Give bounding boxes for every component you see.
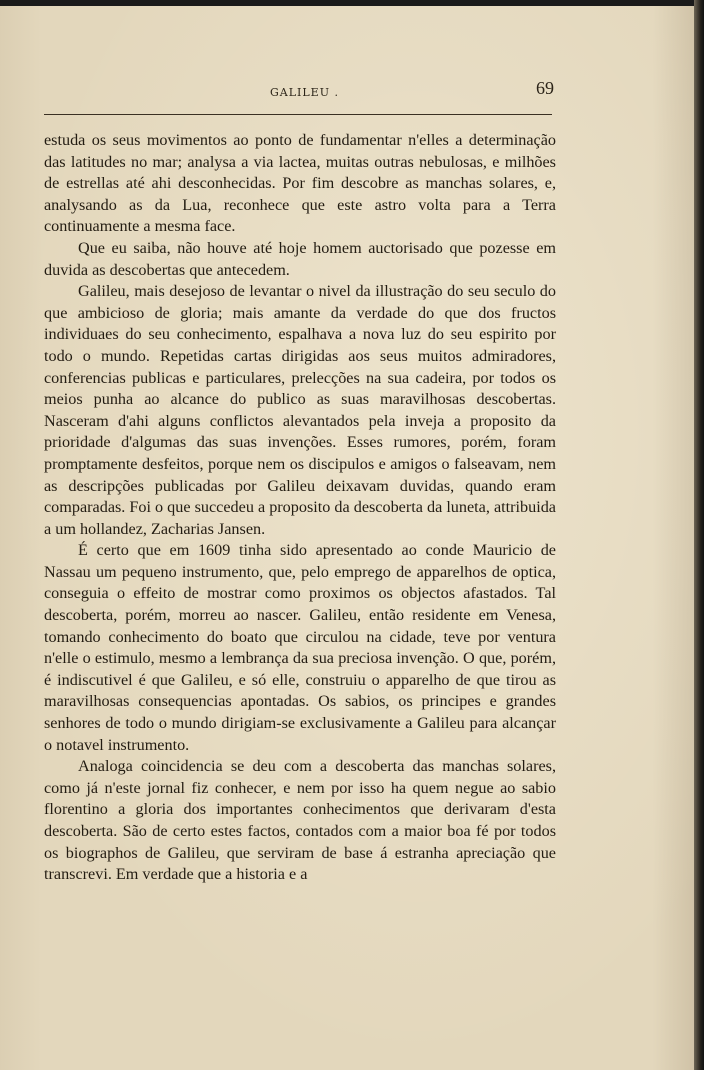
page-number: 69 [536,78,554,98]
running-head: GALILEU . [270,86,339,99]
paragraph: É certo que em 1609 tinha sido apresentado ao conde Mauricio de Nassau um pequeno instrumento, que, pelo emprego de apparelhos de optica, conseguia o effeito de mostrar como proximos os objectos afastados. Tal descoberta, porém, morreu ao nascer. Galileu, então residente em Venesa, tomando conhecimento do boato que circulou na cidade, teve por ventura n'elle o estimulo, mesmo a lembrança da sua preciosa invenção. O que, porém, é indiscutivel é que Galileu, e só elle, construiu o apparelho de que tirou as maravilhosas consequencias apontadas. Os sabios, os principes e grandes senhores de todo o mundo dirigiam-se exclusivamente a Galileu para alcançar o notavel instrumento. [44,541,556,754]
book-page [0,6,694,1070]
page-edge-shadow [694,0,704,1070]
header-rule [44,114,552,115]
paragraph: Analoga coincidencia se deu com a descoberta das manchas solares, como já n'este jornal fiz conhecer, e nem por isso ha quem negue ao sabio florentino a gloria dos importantes conhecimentos que derivaram d'esta descoberta. São de certo estes factos, contados com a maior boa fé por todos os biographos de Galileu, que serviram de base á estranha apreciação que transcrevi. Em verdade que a historia e a [44,757,556,884]
paragraph: Que eu saiba, não houve até hoje homem auctorisado que pozesse em duvida as descobertas que antecedem. [44,238,556,279]
paragraph: Galileu, mais desejoso de levantar o nivel da illustração do seu seculo do que ambicioso de gloria; mais amante da verdade do que dos fructos individuaes do seu conhecimento, espalhava a nova luz do seu espirito por todo o mundo. Repetidas cartas dirigidas aos seus muitos admiradores, conferencias publicas e particulares, prelecções na sua cadeira, por todos os meios punha ao alcance do publico as suas maravilhosas descobertas. Nasceram d'ahi alguns conflictos alevantados pela inveja a proposito da prioridade d'algumas das suas invenções. Esses rumores, porém, foram promptamente desfeitos, porque nem os discipulos e amigos o falseavam, nem as descripções publicadas por Galileu deixavam duvidas, quando eram comparadas. Foi o que succedeu a proposito da descoberta da luneta, attribuida a um hollandez, Zacharias Jansen. [44,282,556,538]
paragraph: estuda os seus movimentos ao ponto de fundamentar n'elles a determinação das latitudes no mar; analysa a via lactea, muitas outras nebulosas, e milhões de estrellas até ahi desconhecidas. Por fim descobre as manchas solares, e, analysando as da Lua, reconhece que este astro volta para a Terra continuamente a mesma face. [44,131,556,236]
page-header [44,76,554,106]
body-text [44,130,556,886]
